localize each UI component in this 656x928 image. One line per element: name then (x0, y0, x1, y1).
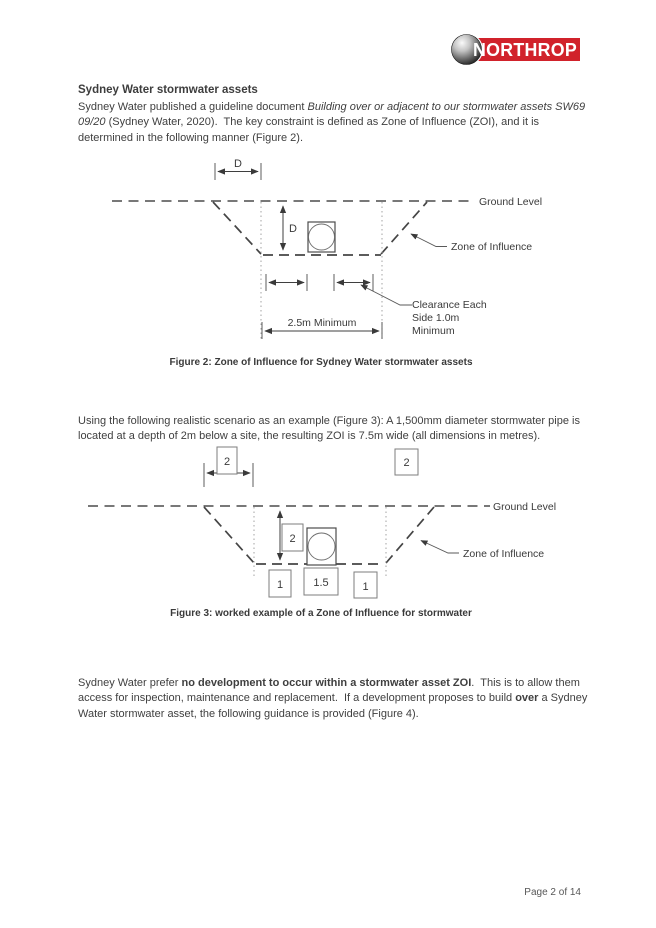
figure3-caption: Figure 3: worked example of a Zone of Influence for stormwater (170, 608, 472, 619)
fig3-pipe-box (307, 528, 336, 565)
fig2-slope-right (381, 202, 427, 254)
fig3-slope-left (204, 507, 254, 563)
guidance-paragraph (78, 676, 590, 722)
fig3-label-clear-left: 1 (276, 579, 284, 591)
fig3-label-depth: 2 (289, 533, 296, 545)
guideline-title-italic: Building over or adjacent to our stormwater assets SW69 09/20 (78, 101, 589, 129)
fig3-label-run-left: 2 (223, 456, 231, 468)
section-heading: Sydney Water stormwater assets (78, 84, 258, 96)
scenario-paragraph: Using the following realistic scenario as an example (Figure 3): A 1,500mm diameter stormwater pipe is located at a depth of 2m below a site, the resulting ZOI is 7.5m wide (all dimensions in metres). (78, 415, 584, 443)
figure2-caption: Figure 2: Zone of Influence for Sydney Water stormwater assets (169, 357, 473, 368)
fig3-zoi-leader (421, 541, 459, 554)
logo-wordmark: NORTHROP (473, 39, 577, 60)
guidance-paragraph-rest: a Sydney Water stormwater asset, the following guidance is provided (Figure 4). (78, 692, 591, 720)
fig3-label-clear-right: 1 (362, 581, 369, 593)
intro-paragraph-text: Sydney Water published a guideline document (78, 101, 308, 113)
fig2-zoi-leader (411, 234, 447, 247)
fig3-label-pipe-width: 1.5 (313, 577, 329, 589)
fig2-label-d-top: D (234, 158, 242, 170)
guidance-paragraph-text: Sydney Water prefer (78, 677, 182, 689)
fig2-label-clearance-1: Clearance Each (412, 299, 487, 311)
northrop-logo (449, 33, 584, 66)
fig2-label-clearance-3: Minimum (412, 325, 455, 337)
fig2-label-zoi: Zone of Influence (451, 241, 533, 253)
fig2-slope-left (213, 202, 261, 254)
fig2-pipe-box (308, 222, 335, 252)
fig3-label-run-right: 2 (403, 457, 410, 469)
fig2-label-min-width: 2.5m Minimum (287, 317, 357, 329)
intro-paragraph (78, 100, 590, 146)
guidance-paragraph-mid: . This is to allow them access for inspection, maintenance and replacement. If a development proposes to build (78, 677, 583, 705)
fig2-label-ground-level: Ground Level (479, 196, 543, 208)
fig2-clearance-leader (361, 285, 412, 305)
guidance-bold-constraint: no development to occur within a stormwater asset ZOI (181, 677, 472, 689)
figure2-diagram (80, 155, 580, 347)
fig3-slope-right (386, 507, 434, 563)
guidance-bold-over: over (515, 692, 539, 705)
fig2-label-d-depth: D (289, 223, 297, 235)
intro-paragraph-rest: (Sydney Water, 2020). The key constraint is defined as Zone of Influence (ZOI), and it is determined in the following manner (Figure 2). (78, 116, 543, 144)
fig3-label-zoi: Zone of Influence (463, 548, 545, 560)
fig2-label-clearance-2: Side 1.0m (412, 312, 460, 324)
figure3-diagram (80, 446, 580, 604)
page-number: Page 2 of 14 (524, 887, 581, 898)
fig3-label-ground-level: Ground Level (493, 501, 557, 513)
